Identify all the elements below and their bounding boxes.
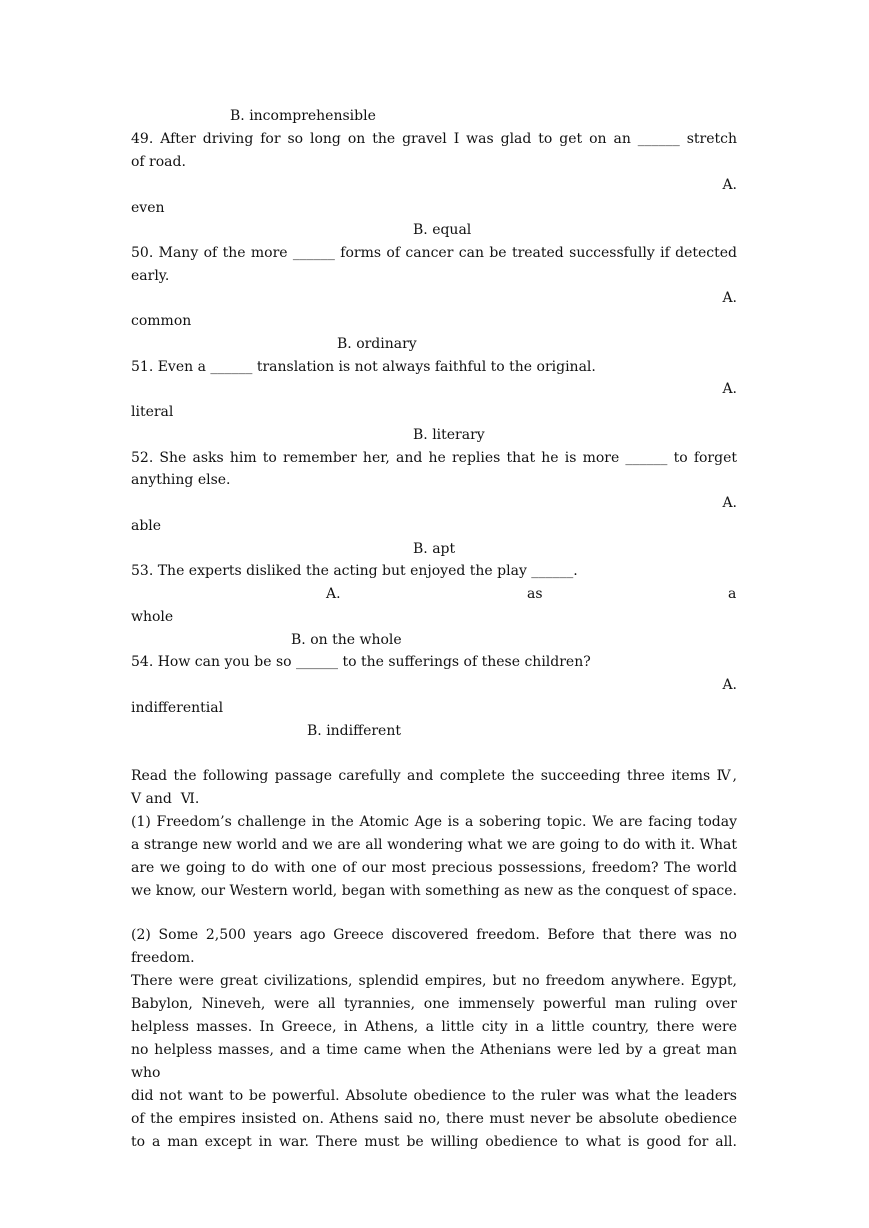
- passage-p2-line: no helpless masses, and a time came when the Athenians were led by a great man who: [131, 1042, 737, 1081]
- q53-option-a-word3: a: [728, 586, 737, 602]
- q52-option-a-label: A.: [722, 495, 737, 511]
- q49-option-a-text: even: [131, 200, 165, 216]
- passage-p2-line: Babylon, Nineveh, were all tyrannies, one immensely powerful man ruling over: [131, 996, 737, 1012]
- q50-option-a-text: common: [131, 313, 192, 329]
- q53-option-a-word1: A.: [326, 586, 341, 602]
- passage-p1-line: a strange new world and we are all wondering what we are going to do with it. What: [131, 837, 737, 853]
- passage-p2-line: of the empires insisted on. Athens said no, there must never be absolute obedience: [131, 1111, 737, 1127]
- passage-p1-line: we know, our Western world, began with something as new as the conquest of space.: [131, 883, 738, 899]
- q49-option-a-label: A.: [722, 177, 737, 193]
- q52-stem-line2: anything else.: [131, 472, 231, 488]
- passage-p2-line: did not want to be powerful. Absolute obedience to the ruler was what the leaders: [131, 1088, 737, 1104]
- q54-stem-line1: 54. How can you be so ______ to the sufferings of these children?: [131, 654, 591, 670]
- q53-option-b: B. on the whole: [291, 632, 402, 648]
- q50-option-a-label: A.: [722, 290, 737, 306]
- passage-p2-line: There were great civilizations, splendid empires, but no freedom anywhere. Egypt,: [131, 973, 737, 989]
- q54-option-a-text: indifferential: [131, 700, 224, 716]
- passage-p2-line: (2) Some 2,500 years ago Greece discovered freedom. Before that there was no freedom.: [131, 927, 737, 966]
- q54-option-b: B. indifferent: [307, 723, 401, 739]
- passage-p2-line: to a man except in war. There must be willing obedience to what is good for all.: [131, 1134, 737, 1150]
- q49-option-b: B. equal: [413, 222, 472, 238]
- passage-paragraph-2: [131, 924, 737, 1154]
- instructions-line2: V and Ⅵ.: [131, 791, 200, 807]
- q50-option-b: B. ordinary: [337, 336, 417, 352]
- q51-stem-line1: 51. Even a ______ translation is not always faithful to the original.: [131, 359, 596, 375]
- q53-option-a-word2: as: [527, 586, 543, 602]
- q53-option-a-text: whole: [131, 609, 174, 625]
- instructions-line1: Read the following passage carefully and complete the succeeding three items Ⅳ,: [131, 768, 737, 784]
- q52-option-a-text: able: [131, 518, 162, 534]
- passage-p1-line: are we going to do with one of our most precious possessions, freedom? The world: [131, 860, 737, 876]
- q51-option-a-label: A.: [722, 381, 737, 397]
- passage-paragraph-1: [131, 811, 737, 903]
- q49-stem-line2: of road.: [131, 154, 186, 170]
- q53-stem-line1: 53. The experts disliked the acting but enjoyed the play ______.: [131, 563, 578, 579]
- q52-option-b: B. apt: [413, 541, 456, 557]
- q52-stem-line1: 52. She asks him to remember her, and he replies that he is more ______ to forget: [131, 450, 737, 466]
- q50-stem-line2: early.: [131, 268, 170, 284]
- q49-stem-line1: 49. After driving for so long on the gravel I was glad to get on an ______ stretch: [131, 131, 737, 147]
- passage-p1-line: (1) Freedom’s challenge in the Atomic Age is a sobering topic. We are facing today: [131, 814, 737, 830]
- q54-option-a-label: A.: [722, 677, 737, 693]
- q48-option-b: B. incomprehensible: [230, 108, 376, 124]
- q51-option-a-text: literal: [131, 404, 174, 420]
- q50-stem-line1: 50. Many of the more ______ forms of cancer can be treated successfully if detected: [131, 245, 737, 261]
- q51-option-b: B. literary: [413, 427, 485, 443]
- passage-p2-line: helpless masses. In Greece, in Athens, a little city in a little country, there were: [131, 1019, 737, 1035]
